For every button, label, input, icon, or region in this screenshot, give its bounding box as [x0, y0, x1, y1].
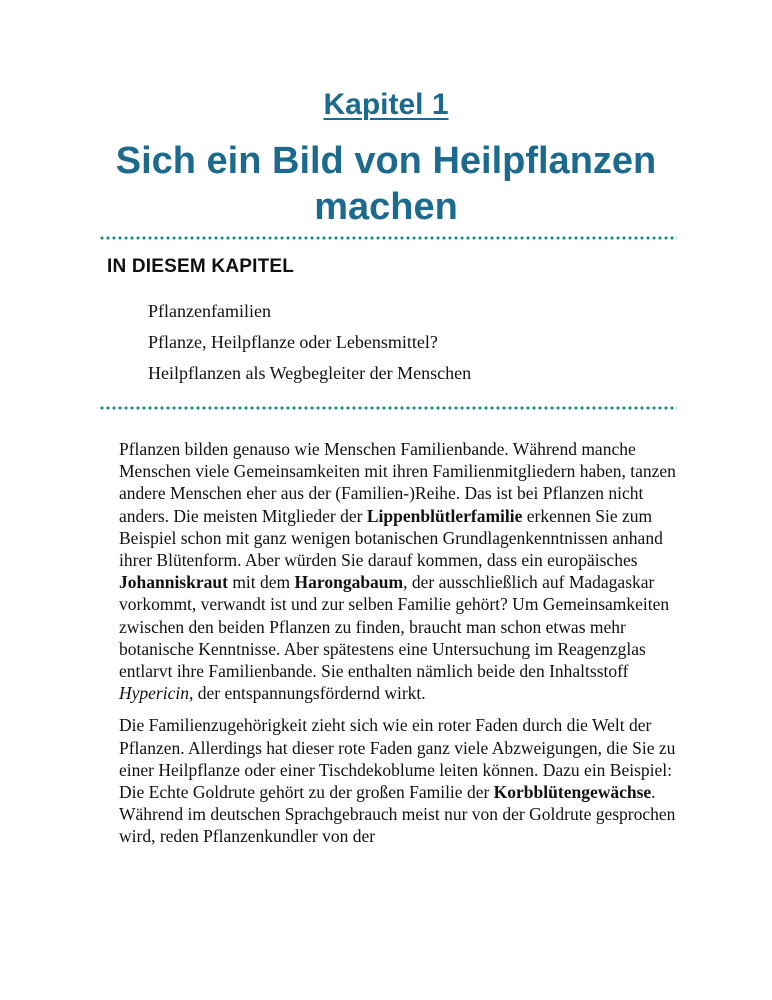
in-chapter-item: Heilpflanzen als Wegbegleiter der Menschen — [148, 363, 472, 383]
paragraph-1 — [119, 438, 679, 704]
chapter-label: Kapitel 1 — [323, 88, 449, 121]
text-run: Die Familienzugehörigkeit zieht sich wie ein roter Faden durch die Welt der Pflanzen. Allerdings hat dieser rote Faden ganz viele Abzweigungen, die Sie zu einer Heilpflanze oder einer Tischdekoblume leiten können. Dazu ein Beispiel: Die Echte Goldrute gehört zu der großen Familie der — [119, 715, 676, 803]
bold-term: Harongabaum — [294, 572, 404, 593]
in-chapter-heading: IN DIESEM KAPITEL — [107, 256, 295, 277]
bold-term: Johanniskraut — [119, 572, 228, 593]
dotted-divider-top — [99, 236, 677, 240]
in-chapter-item: Pflanze, Heilpflanze oder Lebensmittel? — [148, 332, 438, 352]
text-run: erkennen Sie zum Beispiel schon mit ganz wenigen botanischen Grundlagenkenntnissen anhand ihrer Blütenform. Aber würden Sie darauf kommen, dass ein europäisches — [119, 505, 663, 571]
chapter-title: Sich ein Bild von Heilpflanzen machen — [115, 140, 657, 228]
paragraph-2 — [119, 714, 679, 847]
text-run: Pflanzen bilden genauso wie Menschen Familienbande. Während manche Menschen viele Gemeinsamkeiten mit ihren Familienmitgliedern haben, tanzen andere Menschen eher aus der (Familien-)Reihe. Das ist bei Pflanzen nicht anders. Die meisten Mitglieder der — [119, 439, 676, 526]
in-chapter-item: Pflanzenfamilien — [148, 301, 271, 321]
italic-term: Hypericin — [119, 683, 189, 704]
bold-term: Lippenblütlerfamilie — [366, 505, 523, 526]
text-run: , der ausschließlich auf Madagaskar vorkommt, verwandt ist und zur selben Familie gehört? Um Gemeinsamkeiten zwischen den beiden Pflanzen zu finden, braucht man schon etwas mehr botanische Kenntnisse. Aber spätestens eine Untersuchung im Reagenzglas entlarvt ihre Familienbande. Sie enthalten nämlich beide den Inhaltsstoff — [119, 572, 670, 682]
body-text — [119, 438, 679, 858]
text-run: . Während im deutschen Sprachgebrauch meist nur von der Goldrute gesprochen wird, reden Pflanzenkundler von der — [119, 782, 676, 847]
text-run: , der entspannungsfördernd wirkt. — [188, 683, 426, 704]
dotted-divider-bottom — [99, 406, 677, 410]
bold-term: Korbblütengewächse — [493, 782, 652, 803]
in-chapter-list — [148, 296, 471, 389]
text-run: mit dem — [227, 572, 295, 593]
